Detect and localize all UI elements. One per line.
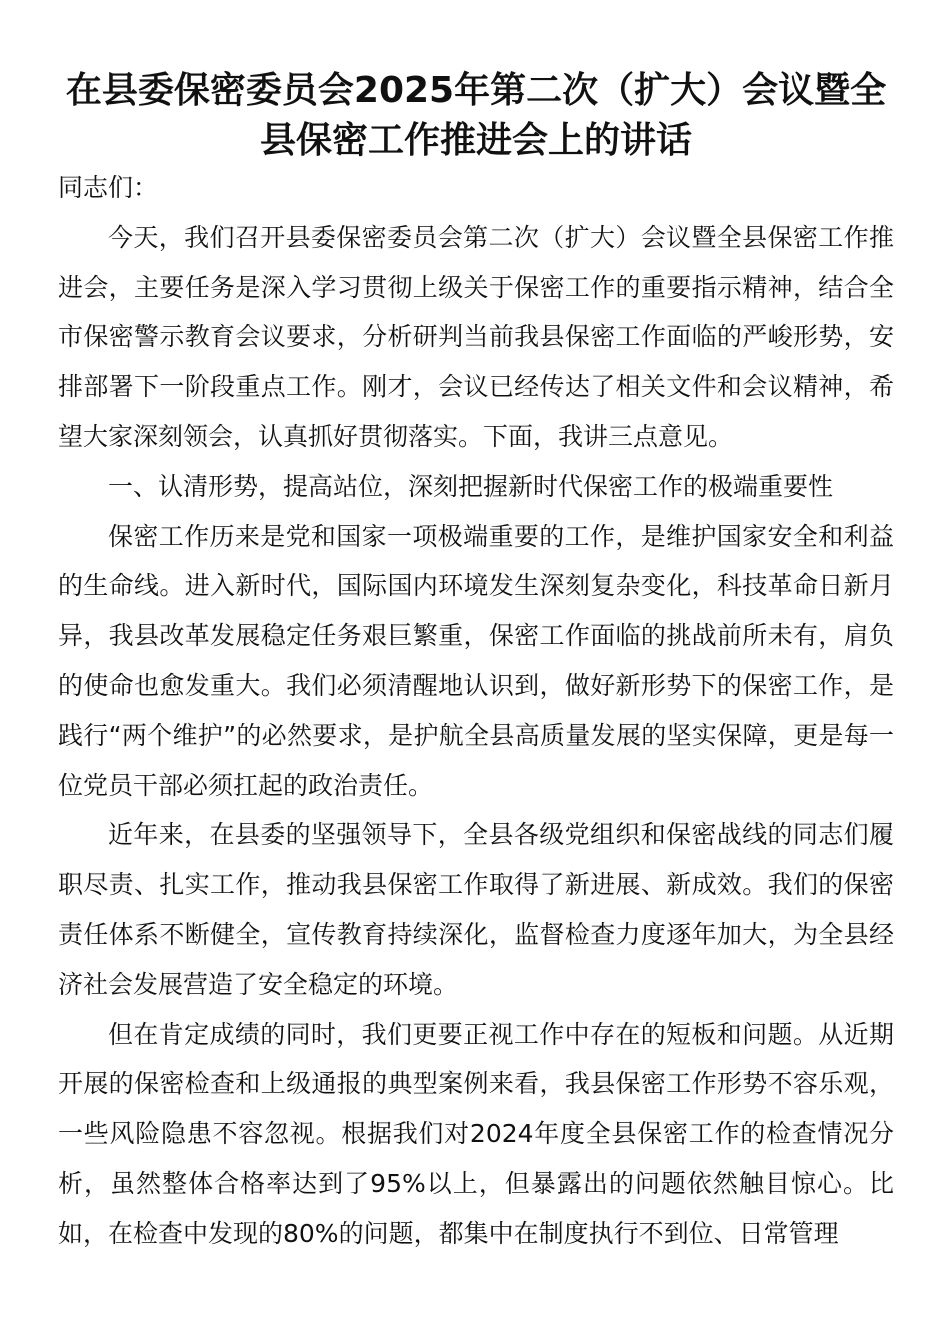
paragraph: 但在肯定成绩的同时，我们更要正视工作中存在的短板和问题。从近期开展的保密检查和上级通报的典型案例来看，我县保密工作形势不容乐观，一些风险隐患不容忽视。根据我们对2024年度全县保密工作的检查情况分析，虽然整体合格率达到了95%以上，但暴露出的问题依然触目惊心。比如，在检查中发现的80%的问题，都集中在制度执行不到位、日常管理: [58, 1019, 894, 1248]
section-heading-1: 一、认清形势，提高站位，深刻把握新时代保密工作的极端重要性: [108, 471, 834, 501]
document-body: [58, 163, 894, 1259]
paragraph: 近年来，在县委的坚强领导下，全县各级党组织和保密战线的同志们履职尽责、扎实工作，推动我县保密工作取得了新进展、新成效。我们的保密责任体系不断健全，宣传教育持续深化，监督检查力度逐年加大，为全县经济社会发展营造了安全稳定的环境。: [58, 820, 894, 999]
document-title: 在县委保密委员会2025年第二次（扩大）会议暨全县保密工作推进会上的讲话: [65, 70, 887, 161]
salutation: 同志们：: [58, 173, 159, 202]
paragraph-opening: 今天，我们召开县委保密委员会第二次（扩大）会议暨全县保密工作推进会，主要任务是深入学习贯彻上级关于保密工作的重要指示精神，结合全市保密警示教育会议要求，分析研判当前我县保密工作面临的严峻形势，安排部署下一阶段重点工作。刚才，会议已经传达了相关文件和会议精神，希望大家深刻领会，认真抓好贯彻落实。下面，我讲三点意见。: [58, 222, 894, 451]
paragraph: 保密工作历来是党和国家一项极端重要的工作，是维护国家安全和利益的生命线。进入新时代，国际国内环境发生深刻复杂变化，科技革命日新月异，我县改革发展稳定任务艰巨繁重，保密工作面临的挑战前所未有，肩负的使命也愈发重大。我们必须清醒地认识到，做好新形势下的保密工作，是践行“两个维护”的必然要求，是护航全县高质量发展的坚实保障，更是每一位党员干部必须扛起的政治责任。: [58, 521, 894, 800]
